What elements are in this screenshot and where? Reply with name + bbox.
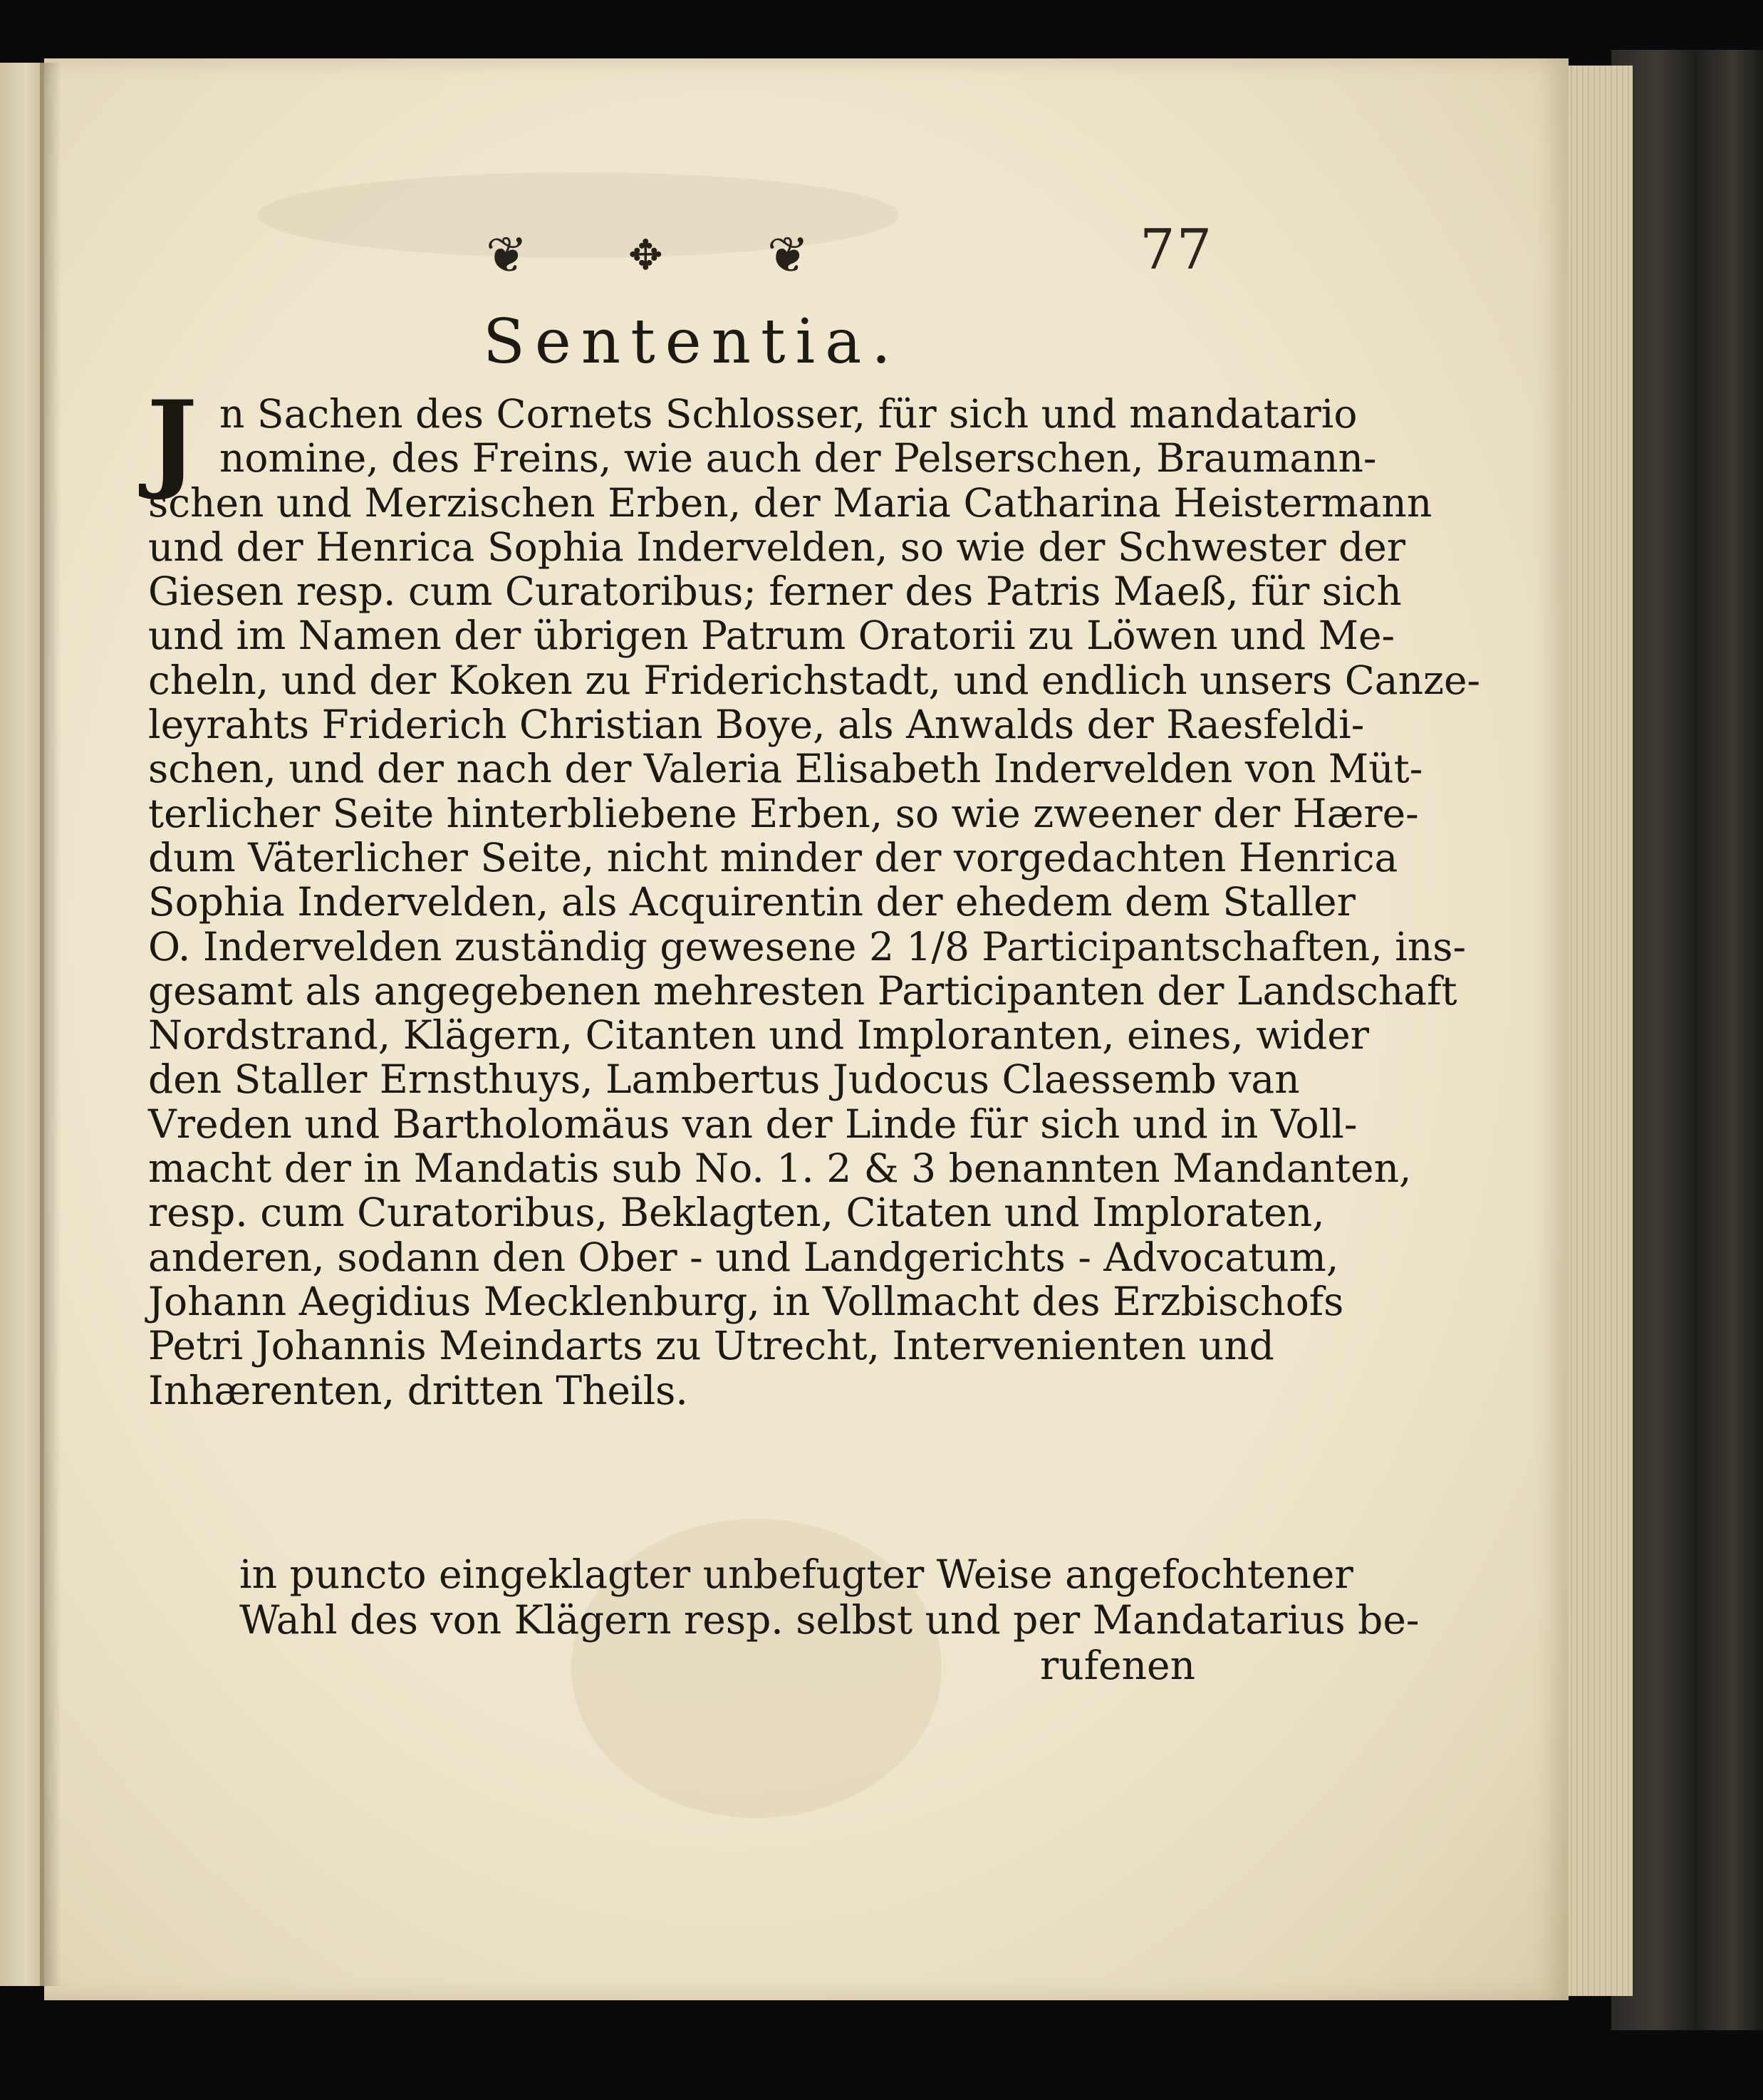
page-header	[44, 214, 1569, 299]
body-line: leyrahts Friderich Christian Boye, als Anwalds der Raesfeldi-	[148, 702, 1365, 748]
body-line: anderen, sodann den Ober - und Landgerichts - Advocatum,	[148, 1234, 1339, 1280]
section-title: Sententia.	[483, 306, 901, 378]
catchword: rufenen	[1039, 1643, 1195, 1688]
star-ornament-icon: ✥	[628, 231, 663, 279]
drop-capital: J	[147, 378, 197, 503]
facing-page-edge	[0, 63, 46, 1986]
body-line: und der Henrica Sophia Indervelden, so wie der Schwester der	[148, 524, 1406, 570]
page-stack-edge	[1567, 66, 1633, 1996]
body-line: n Sachen des Cornets Schlosser, für sich und mandatario	[219, 391, 1358, 437]
body-line: und im Namen der übrigen Patrum Oratorii zu Löwen und Me-	[148, 613, 1395, 659]
body-line: macht der in Mandatis sub No. 1. 2 & 3 benannten Mandanten,	[148, 1145, 1412, 1192]
body-line: dum Väterlicher Seite, nicht minder der vorgedachten Henrica	[148, 834, 1398, 880]
body-line: resp. cum Curatoribus, Beklagten, Citaten und Imploraten,	[148, 1190, 1325, 1236]
book-cover-edge	[1611, 50, 1763, 2030]
body-line: nomine, des Freins, wie auch der Pelserschen, Braumann-	[219, 435, 1377, 482]
body-line: Petri Johannis Meindarts zu Utrecht, Intervenienten und	[148, 1323, 1274, 1369]
body-line: terlicher Seite hinterbliebene Erben, so wie zweener der Hære-	[148, 790, 1419, 836]
body-line: Giesen resp. cum Curatoribus; ferner des Patris Maeß, für sich	[148, 568, 1402, 615]
body-line: schen und Merzischen Erben, der Maria Catharina Heistermann	[148, 479, 1432, 526]
shell-ornament-icon: ❦	[767, 226, 809, 284]
body-line: den Staller Ernsthuys, Lambertus Judocus Claessemb van	[148, 1056, 1300, 1103]
sentence-body	[147, 378, 1481, 1413]
body-line: Nordstrand, Klägern, Citanten und Imploranten, eines, wider	[148, 1012, 1370, 1059]
body-line: Johann Aegidius Mecklenburg, in Vollmacht des Erzbischofs	[148, 1278, 1344, 1324]
continuation-paragraph	[148, 1551, 1420, 1688]
body-line: cheln, und der Koken zu Friderichstadt, und endlich unsers Canze-	[148, 657, 1481, 703]
body-line: Sophia Indervelden, als Acquirentin der ehedem dem Staller	[148, 879, 1356, 925]
shell-ornament-icon: ❦	[486, 226, 528, 284]
body-line: schen, und der nach der Valeria Elisabeth Indervelden von Müt-	[148, 746, 1423, 792]
body-line: gesamt als angegebenen mehresten Participanten der Landschaft	[148, 967, 1457, 1014]
gutter-shadow	[40, 63, 61, 1986]
body-line: Inhærenten, dritten Theils.	[148, 1367, 688, 1413]
body-line: in puncto eingeklagter unbefugter Weise angefochtener	[239, 1551, 1353, 1597]
body-line: Wahl des von Klägern resp. selbst und per Mandatarius be-	[239, 1597, 1420, 1643]
body-line: O. Indervelden zuständig gewesene 2 1/8 Participantschaften, ins-	[148, 923, 1467, 970]
page-number: 77	[1140, 218, 1214, 282]
body-line: Vreden und Bartholomäus van der Linde für sich und in Voll-	[148, 1101, 1358, 1147]
